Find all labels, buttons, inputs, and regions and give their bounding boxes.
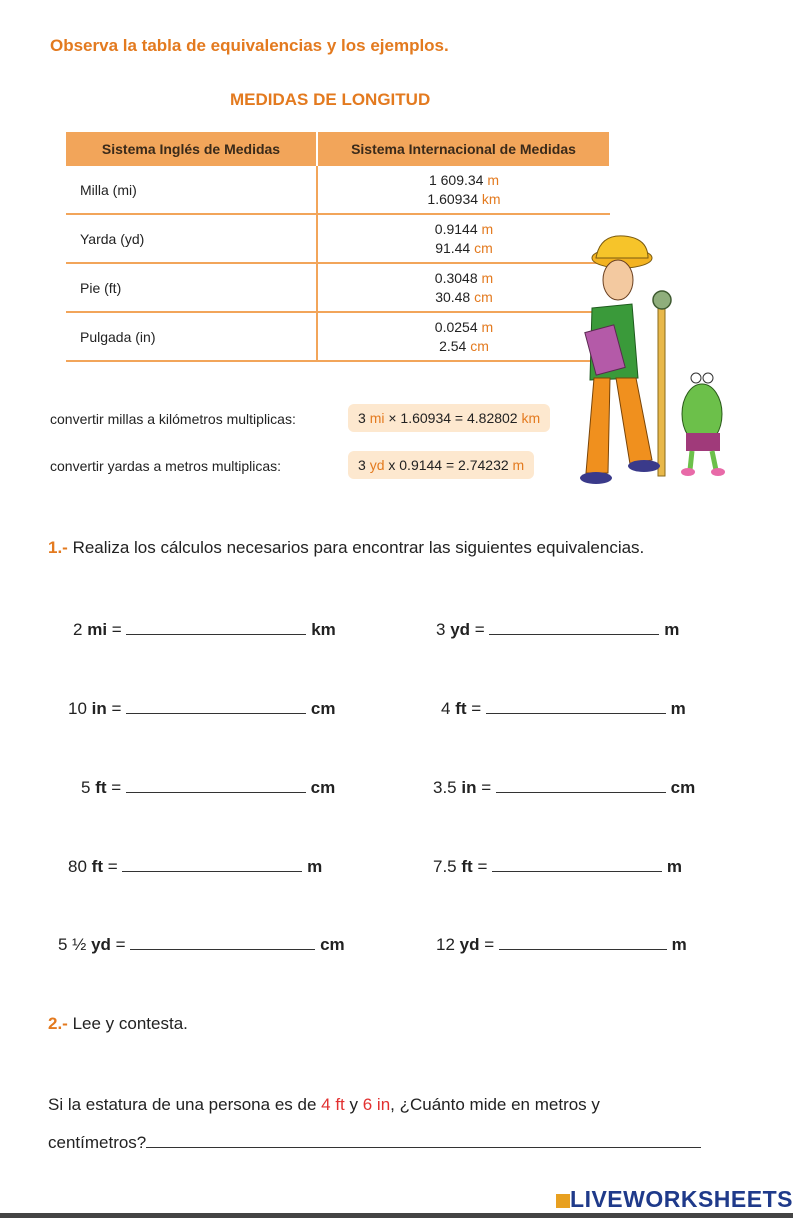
table-title: MEDIDAS DE LONGITUD — [230, 90, 431, 109]
unit: m — [481, 269, 494, 286]
unit-values — [317, 166, 610, 214]
grid-icon — [556, 1194, 570, 1208]
unit: m — [481, 220, 494, 237]
equivalence-table — [66, 132, 611, 362]
table-row — [66, 166, 610, 214]
problem — [73, 620, 336, 640]
result-unit: m — [671, 935, 687, 954]
expression: x 0.9144 = 2.74232 — [388, 457, 509, 473]
question-text: Realiza los cálculos necesarios para encontrar las siguientes equivalencias. — [72, 538, 645, 557]
result-unit: cm — [670, 778, 696, 797]
unit: yd — [91, 935, 111, 954]
unit-name: Pulgada (in) — [66, 312, 317, 361]
liveworksheets-logo — [556, 1186, 793, 1213]
problem — [436, 620, 679, 640]
problem — [81, 778, 335, 798]
answer-blank[interactable] — [126, 778, 306, 793]
unit: m — [487, 171, 500, 188]
equals: = — [115, 935, 126, 954]
answer-blank[interactable] — [126, 699, 306, 714]
equals: = — [474, 620, 485, 639]
unit: in — [461, 778, 477, 797]
unit: in — [91, 699, 107, 718]
value: 1.60934 — [427, 190, 479, 207]
unit-name: Milla (mi) — [66, 166, 317, 214]
result-unit: cm — [320, 935, 345, 954]
equals: = — [111, 699, 122, 718]
unit-name: Yarda (yd) — [66, 214, 317, 263]
value: 30.48 — [435, 288, 471, 305]
result-unit: m — [670, 699, 686, 718]
unit: ft — [91, 857, 103, 876]
unit: yd — [369, 457, 385, 473]
conversion-label: convertir yardas a metros multiplicas: — [50, 458, 282, 474]
word-problem — [48, 1086, 738, 1162]
answer-blank[interactable] — [122, 857, 302, 872]
value: 0.3048 — [434, 269, 478, 286]
problem — [68, 699, 335, 719]
number: 5 — [81, 778, 91, 797]
unit: ft — [95, 778, 107, 797]
unit: cm — [470, 337, 489, 354]
result-unit: m — [307, 857, 323, 876]
answer-blank[interactable] — [146, 1133, 701, 1148]
answer-blank[interactable] — [489, 620, 659, 635]
table-row — [66, 312, 610, 361]
result-unit: cm — [310, 778, 336, 797]
question-1 — [48, 538, 644, 558]
unit-name: Pie (ft) — [66, 263, 317, 312]
boy-illustration — [560, 228, 740, 490]
unit: m — [481, 318, 494, 335]
answer-blank[interactable] — [126, 620, 306, 635]
problem — [433, 778, 695, 798]
equals: = — [107, 857, 118, 876]
text: , ¿Cuánto mide en metros y — [390, 1095, 600, 1114]
text: y — [349, 1095, 358, 1114]
answer-blank[interactable] — [486, 699, 666, 714]
number: 10 — [68, 699, 87, 718]
intro-text: Observa la tabla de equivalencias y los ejemplos. — [50, 36, 449, 55]
number: 3 — [436, 620, 446, 639]
unit: cm — [474, 288, 493, 305]
unit: cm — [474, 239, 493, 256]
number: 7.5 — [433, 857, 457, 876]
problem — [441, 699, 686, 719]
question-2 — [48, 1014, 188, 1034]
text: Si la estatura de una persona es de — [48, 1095, 317, 1114]
question-number: 2.- — [48, 1014, 68, 1033]
equals: = — [471, 699, 482, 718]
answer-blank[interactable] — [496, 778, 666, 793]
unit: yd — [459, 935, 480, 954]
answer-blank[interactable] — [499, 935, 667, 950]
number: 3 — [358, 457, 366, 473]
value: 91.44 — [435, 239, 471, 256]
table-row — [66, 214, 610, 263]
value: 0.0254 — [434, 318, 478, 335]
problem — [58, 935, 345, 955]
conversion-example — [348, 451, 534, 479]
equals: = — [111, 620, 122, 639]
table-row — [66, 263, 610, 312]
value: 1 609.34 — [428, 171, 484, 188]
unit: m — [512, 457, 525, 473]
unit: mi — [369, 410, 385, 426]
height-feet: 4 ft — [321, 1095, 345, 1114]
equals: = — [481, 778, 492, 797]
value: 2.54 — [439, 337, 467, 354]
question-text: Lee y contesta. — [72, 1014, 188, 1033]
expression: × 1.60934 = 4.82802 — [388, 410, 518, 426]
text: centímetros? — [48, 1133, 147, 1152]
height-inches: 6 in — [362, 1095, 391, 1114]
question-number: 1.- — [48, 538, 68, 557]
result-unit: km — [311, 620, 336, 639]
equals: = — [484, 935, 495, 954]
number: 80 — [68, 857, 87, 876]
number: 3.5 — [433, 778, 457, 797]
bottom-bar — [0, 1213, 793, 1218]
number: 12 — [436, 935, 455, 954]
equals: = — [477, 857, 488, 876]
unit: km — [481, 190, 501, 207]
unit: km — [521, 410, 541, 426]
problem — [68, 857, 322, 877]
header-english: Sistema Inglés de Medidas — [66, 132, 317, 166]
problem — [436, 935, 687, 955]
conversion-label: convertir millas a kilómetros multiplicas: — [50, 411, 296, 427]
unit: mi — [87, 620, 108, 639]
number: 5 ½ — [58, 935, 87, 954]
value: 0.9144 — [434, 220, 478, 237]
header-international: Sistema Internacional de Medidas — [317, 132, 610, 166]
unit: ft — [461, 857, 473, 876]
result-unit: cm — [310, 699, 336, 718]
logo-text: LIVEWORKSHEETS — [570, 1186, 793, 1212]
unit: yd — [450, 620, 471, 639]
answer-blank[interactable] — [492, 857, 662, 872]
result-unit: m — [664, 620, 680, 639]
result-unit: m — [666, 857, 682, 876]
answer-blank[interactable] — [130, 935, 315, 950]
problem — [433, 857, 682, 877]
number: 3 — [358, 410, 366, 426]
unit: ft — [455, 699, 467, 718]
number: 4 — [441, 699, 451, 718]
number: 2 — [73, 620, 83, 639]
conversion-example — [348, 404, 550, 432]
equals: = — [111, 778, 122, 797]
